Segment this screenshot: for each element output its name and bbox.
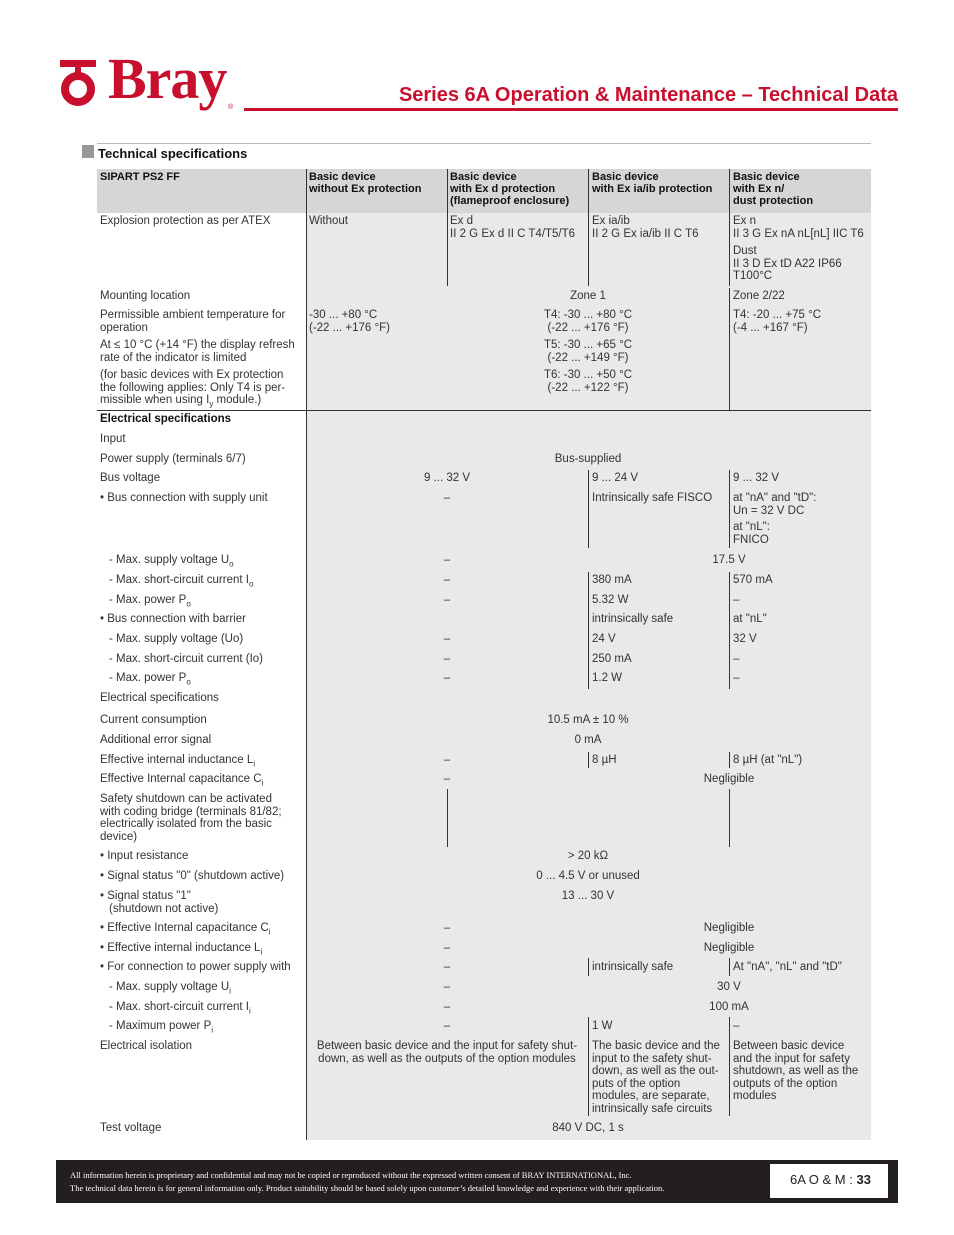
cell-barrier-uo-c4: 32 V bbox=[733, 633, 757, 645]
row-label-max-uo: - Max. supply voltage $U_o$ bbox=[109, 554, 234, 569]
grid-line bbox=[588, 470, 589, 548]
row-label-input: Input bbox=[100, 433, 126, 445]
row-label-safety-shutdown: Safety shutdown can be activated with coding bridge (terminals 81/82; electrically isolated from the basic device) bbox=[100, 793, 282, 843]
footer-disclaimer-2: The technical data herein is for general information only. Product suitability should be based solely upon customer’s detailed knowledge and experience with their application. bbox=[70, 1183, 665, 1193]
cell-max-ui-c12: – bbox=[443, 981, 451, 993]
cell-barrier-po-c12: – bbox=[443, 672, 451, 684]
cell-atex-no-ex: Without bbox=[309, 215, 348, 227]
row-label-add-error: Additional error signal bbox=[100, 734, 212, 746]
cell-bus-voltage-c3: 9 ... 24 V bbox=[592, 472, 639, 484]
cell-bus-supply-c4: at "nA" and "tD": Un = 32 V DC at "nL": FNICO bbox=[733, 492, 817, 546]
cell-bus-supply-c12: – bbox=[443, 492, 451, 504]
cell-barrier-po-c4: – bbox=[733, 672, 740, 684]
cell-max-ii-c34: 100 mA bbox=[709, 1001, 749, 1013]
cell-temp-t4: T4: -30 ... +80 °C (-22 ... +176 °F) bbox=[543, 309, 633, 334]
brand-name: Bray bbox=[108, 46, 227, 111]
cell-barrier-uo-c12: – bbox=[443, 633, 451, 645]
cell-max-po-c3: 5.32 W bbox=[592, 594, 629, 606]
cell-temp-t5: T5: -30 ... +65 °C (-22 ... +149 °F) bbox=[543, 339, 633, 364]
cell-conn-ps-c12: – bbox=[443, 961, 451, 973]
cell-current: 10.5 mA ± 10 % bbox=[547, 714, 629, 726]
cell-max-ii-c12: – bbox=[443, 1001, 451, 1013]
section-marker bbox=[82, 145, 94, 158]
page-title: Series 6A Operation & Maintenance – Technical Data bbox=[398, 84, 898, 106]
cell-barrier-po-c3: 1.2 W bbox=[592, 672, 623, 684]
cell-eff-ind-c3: 8 µH bbox=[592, 754, 617, 766]
cell-atex-ex-ia: Ex ia/ib II 2 G Ex ia/ib II C T6 bbox=[592, 215, 699, 240]
row-label-barrier-io: - Max. short-circuit current (Io) bbox=[109, 653, 263, 665]
row-label-eff-ind: Effective internal inductance $L_i$ bbox=[100, 754, 255, 769]
grid-line bbox=[729, 572, 730, 689]
section-title: Technical specifications bbox=[98, 146, 248, 161]
row-label-atex: Explosion protection as per ATEX bbox=[100, 215, 271, 227]
cell-eff-cap2-c12: – bbox=[443, 922, 451, 934]
cell-max-po-c4: – bbox=[733, 594, 740, 606]
col-header-ex-n: Basic device with Ex n/ dust protection bbox=[733, 171, 814, 207]
cell-test-voltage: 840 V DC, 1 s bbox=[552, 1122, 624, 1134]
cell-eff-cap2-c34: Negligible bbox=[703, 922, 755, 934]
row-label-max-po: - Max. power $P_o$ bbox=[109, 594, 191, 609]
row-label-sig0: • Signal status "0" (shutdown active) bbox=[100, 870, 285, 882]
cell-eff-ind2-c12: – bbox=[443, 942, 451, 954]
row-label-eff-ind-2: • Effective internal inductance $L_i$ bbox=[100, 942, 263, 957]
row-label-sig1: • Signal status "1" (shutdown not active) bbox=[100, 890, 219, 915]
cell-temp-t6: T6: -30 ... +50 °C (-22 ... +122 °F) bbox=[543, 369, 633, 394]
section-rule bbox=[97, 143, 871, 144]
cell-barrier-io-c3: 250 mA bbox=[592, 653, 632, 665]
cell-barrier-c3: intrinsically safe bbox=[592, 613, 674, 625]
row-label-test-voltage: Test voltage bbox=[100, 1122, 162, 1134]
cell-mounting-zone1: Zone 1 bbox=[570, 290, 606, 302]
row-label-current: Current consumption bbox=[100, 714, 207, 726]
cell-isolation-c12: Between basic device and the input for safety shut- down, as well as the outputs of the option modules bbox=[316, 1040, 578, 1065]
col-header-model: SIPART PS2 FF bbox=[100, 171, 180, 183]
cell-atex-ex-n: Ex n II 3 G Ex nA nL[nL] IIC T6 Dust II 3 D Ex tD A22 IP66 T100°C bbox=[733, 215, 864, 282]
cell-power-supply: Bus-supplied bbox=[554, 453, 622, 465]
footer-disclaimer-1: All information herein is proprietary and confidential and may not be copied or reproduced without the expressed written consent of BRAY INTERNATIONAL, Inc. bbox=[70, 1170, 632, 1180]
cell-conn-ps-c4: At "nA", "nL" and "tD" bbox=[733, 961, 842, 973]
row-label-eff-cap: Effective Internal capacitance $C_i$ bbox=[100, 773, 264, 788]
cell-bus-voltage-c12: 9 ... 32 V bbox=[423, 472, 471, 484]
cell-eff-cap-c12: – bbox=[443, 773, 451, 785]
cell-sig1: 13 ... 30 V bbox=[561, 890, 615, 902]
cell-max-uo-c12: – bbox=[443, 554, 451, 566]
row-label-ex-note: (for basic devices with Ex protection the following applies: Only T4 is per- missible when using $I_y$ module.) bbox=[100, 369, 286, 409]
cell-max-io-c4: 570 mA bbox=[733, 574, 773, 586]
cell-isolation-c3: The basic device and the input to the safety shut- down, as well as the out- puts of the option modules, are separate, intrinsically safe circuits bbox=[592, 1040, 720, 1115]
row-label-power-supply: Power supply (terminals 6/7) bbox=[100, 453, 246, 465]
cell-eff-cap-c34: Negligible bbox=[703, 773, 755, 785]
grid-line bbox=[729, 752, 730, 768]
cell-max-pi-c3: 1 W bbox=[592, 1020, 613, 1032]
bray-logo bbox=[56, 46, 242, 116]
col-header-ex-d: Basic device with Ex d protection (flameproof enclosure) bbox=[450, 171, 570, 207]
row-label-isolation: Electrical isolation bbox=[100, 1040, 193, 1052]
row-label-display: At ≤ 10 °C (+14 °F) the display refresh rate of the indicator is limited bbox=[100, 339, 295, 364]
row-label-barrier-uo: - Max. supply voltage (Uo) bbox=[109, 633, 244, 645]
grid-line bbox=[729, 288, 730, 411]
cell-eff-ind-c4: 8 µH (at "nL") bbox=[733, 754, 803, 766]
grid-line bbox=[588, 958, 589, 976]
cell-mounting-zone2: Zone 2/22 bbox=[733, 290, 785, 302]
cell-barrier-io-c12: – bbox=[443, 653, 451, 665]
cell-max-pi-c12: – bbox=[443, 1020, 451, 1032]
grid-line bbox=[729, 958, 730, 976]
grid-line bbox=[306, 169, 307, 1140]
cell-input-res: > 20 kΩ bbox=[567, 850, 609, 862]
cell-max-io-c12: – bbox=[443, 574, 451, 586]
grid-line bbox=[447, 169, 448, 286]
cell-temp-ex-n: T4: -20 ... +75 °C (-4 ... +167 °F) bbox=[733, 309, 822, 334]
cell-add-error: 0 mA bbox=[574, 734, 602, 746]
cell-conn-ps-c3: intrinsically safe bbox=[592, 961, 674, 973]
row-label-barrier: • Bus connection with barrier bbox=[100, 613, 246, 625]
row-label-conn-ps: • For connection to power supply with bbox=[100, 961, 291, 973]
row-label-temperature: Permissible ambient temperature for operation bbox=[100, 309, 286, 334]
row-label-electrical-2: Electrical specifications bbox=[100, 692, 219, 704]
row-label-barrier-po: - Max. power $P_o$ bbox=[109, 672, 191, 687]
cell-max-po-c12: – bbox=[443, 594, 451, 606]
cell-sig0: 0 ... 4.5 V or unused bbox=[536, 870, 640, 882]
row-label-max-pi: - Maximum power $P_i$ bbox=[109, 1020, 214, 1035]
cell-atex-ex-d: Ex d II 2 G Ex d II C T4/T5/T6 bbox=[450, 215, 576, 240]
grid-line bbox=[729, 470, 730, 548]
bray-logo-mark-icon bbox=[56, 56, 104, 106]
row-label-max-ii: - Max. short-circuit current $I_i$ bbox=[109, 1001, 251, 1016]
cell-max-uo-c34: 17.5 V bbox=[712, 554, 746, 566]
grid-line bbox=[588, 1017, 589, 1116]
row-label-input-res: • Input resistance bbox=[100, 850, 189, 862]
cell-barrier-c4: at "nL" bbox=[733, 613, 767, 625]
cell-max-io-c3: 380 mA bbox=[592, 574, 632, 586]
cell-bus-voltage-c4: 9 ... 32 V bbox=[733, 472, 780, 484]
grid-line bbox=[447, 789, 448, 847]
cell-eff-ind-c12: – bbox=[443, 754, 451, 766]
col-header-ex-ia: Basic device with Ex ia/ib protection bbox=[592, 171, 713, 195]
grid-line bbox=[588, 169, 589, 286]
title-rule bbox=[244, 108, 898, 111]
row-label-bus-supply: • Bus connection with supply unit bbox=[100, 492, 268, 504]
cell-max-ui-c34: 30 V bbox=[717, 981, 741, 993]
row-label-bus-voltage: Bus voltage bbox=[100, 472, 161, 484]
registered-mark: ® bbox=[228, 104, 234, 111]
grid-line bbox=[729, 169, 730, 286]
cell-barrier-uo-c3: 24 V bbox=[592, 633, 616, 645]
page-number: 6A O & M : 33 bbox=[790, 1172, 871, 1187]
grid-line bbox=[729, 789, 730, 847]
row-label-electrical: Electrical specifications bbox=[100, 413, 232, 425]
row-label-eff-cap-2: • Effective Internal capacitance $C_i$ bbox=[100, 922, 271, 937]
cell-bus-supply-c3: Intrinsically safe FISCO bbox=[592, 492, 713, 504]
cell-barrier-io-c4: – bbox=[733, 653, 740, 665]
col-header-no-ex: Basic device without Ex protection bbox=[309, 171, 422, 195]
cell-eff-ind2-c34: Negligible bbox=[703, 942, 755, 954]
row-label-mounting: Mounting location bbox=[100, 290, 191, 302]
grid-line bbox=[588, 572, 589, 689]
row-label-max-ui: - Max. supply voltage $U_i$ bbox=[109, 981, 231, 996]
grid-line bbox=[729, 1017, 730, 1116]
grid-line bbox=[588, 752, 589, 768]
row-label-max-io: - Max. short-circuit current $I_o$ bbox=[109, 574, 254, 589]
cell-max-pi-c4: – bbox=[733, 1020, 740, 1032]
cell-isolation-c4: Between basic device and the input for safety shutdown, as well as the outputs of the option modules bbox=[733, 1040, 859, 1102]
cell-temp-no-ex: -30 ... +80 °C (-22 ... +176 °F) bbox=[309, 309, 390, 334]
